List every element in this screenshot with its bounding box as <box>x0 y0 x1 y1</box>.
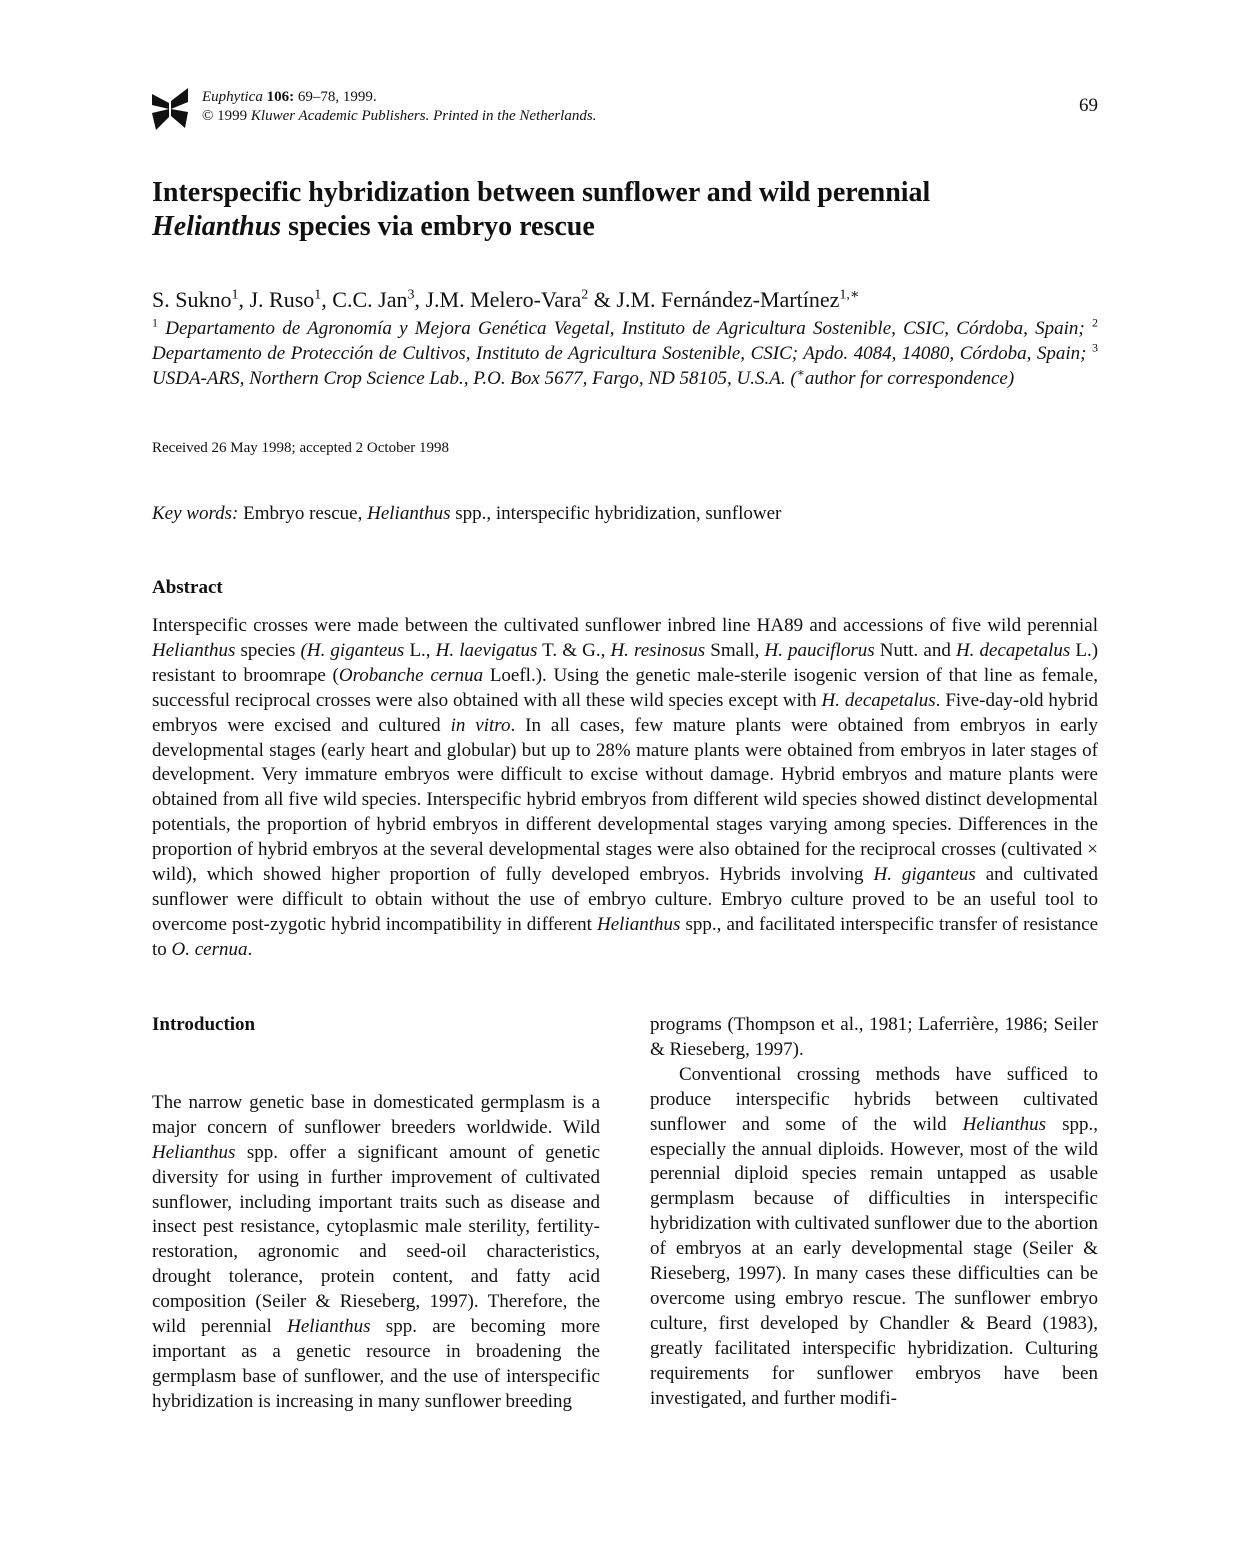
affiliation-1: Departamento de Agronomía y Mejora Genética Vegetal, Instituto de Agricultura Sostenible, CSIC, Córdoba, Spain; <box>165 318 1085 339</box>
author-name: J.M. Fernández-Martínez <box>616 287 840 312</box>
author-sep: , <box>414 287 426 312</box>
keywords <box>152 503 781 525</box>
abstract-text: spp., and facilitated interspecific transfer of resistance to <box>152 913 1099 960</box>
correspondence-star: ∗ <box>796 365 805 380</box>
abstract-body <box>152 614 1098 963</box>
abstract-text: L., <box>409 639 431 661</box>
species-name: Orobanche cernua <box>338 664 484 686</box>
species-name: Helianthus <box>596 913 681 935</box>
latin-term: in vitro <box>450 714 511 736</box>
journal-citation <box>202 88 596 126</box>
title-line-1: Interspecific hybridization between sunflower and wild perennial <box>152 177 931 208</box>
affil-sup: 1 <box>152 315 158 330</box>
journal-name: Euphytica <box>202 89 263 105</box>
species-name: Helianthus <box>152 1141 236 1163</box>
title-genus: Helianthus <box>152 211 282 242</box>
intro-text: 1981; <box>863 1014 913 1035</box>
paper-title <box>152 176 1098 244</box>
intro-text: Conventional crossing methods have sufficed to produce interspecific hybrids between cultivated sunflower and some of the wild <box>650 1063 1098 1135</box>
affiliation-3: USDA-ARS, Northern Crop Science Lab., P.O. Box 5677, Fargo, ND 58105, U.S.A. ( <box>152 368 797 389</box>
author-sep: , <box>238 287 250 312</box>
affiliation-2: Departamento de Protección de Cultivos, Instituto de Agricultura Sostenible, CSIC; Apdo. 4084, 14080, Córdoba, Spain; <box>152 343 1087 364</box>
species-name: H. resinosus <box>610 639 706 661</box>
publisher-name: Kluwer Academic Publishers. <box>250 108 430 124</box>
author-name: C.C. Jan <box>332 287 408 312</box>
abstract-text: . <box>247 938 253 960</box>
species-name: H. giganteus <box>873 864 976 886</box>
author-sep: & <box>588 287 617 312</box>
intro-text: et <box>815 1014 835 1035</box>
affil-sup: 2 <box>1092 315 1099 330</box>
intro-text: The narrow genetic base in domesticated germplasm is a major concern of sunflower breeders worldwide. Wild <box>152 1091 600 1138</box>
intro-text: 1997). <box>749 1038 804 1060</box>
species-name: Helianthus <box>962 1113 1047 1135</box>
introduction-heading: Introduction <box>152 1014 256 1035</box>
affil-sup: 3 <box>1092 340 1098 355</box>
intro-text: programs <box>650 1014 722 1035</box>
author-list <box>152 286 859 314</box>
author-name: J.M. Melero-Vara <box>425 287 582 312</box>
intro-text: al., <box>834 1014 864 1035</box>
intro-text: Rieseberg, <box>664 1038 750 1060</box>
species-name: Helianthus <box>152 639 236 661</box>
abstract-text: . In all cases, few mature plants were obtained from embryos in early developmental stages (early heart and globular) but up to 28% mature plants were obtained from embryos in later stages of development. Very immature embryos were difficult to excise without damage. Hybrid embryos and mature plants were obtained from all five wild species. Interspecific hybrid embryos from different wild species showed distinct developmental potentials, the proportion of hybrid embryos in different developmental stages varying among species. Differences in the proportion of hybrid embryos at the several developmental stages were also obtained for the reciprocal crosses (cultivated × wild), which showed higher proportion of fully developed embryos. Hybrids involving <box>152 714 1098 886</box>
page-number: 69 <box>1079 95 1098 116</box>
author-affil-sup: 2 <box>581 287 589 303</box>
author-name: S. Sukno <box>152 287 232 312</box>
intro-text: & <box>650 1038 665 1060</box>
abstract-text: L.) resistant to broomrape ( <box>152 639 1099 686</box>
intro-text: 1986; <box>998 1014 1048 1035</box>
kluwer-logo-icon <box>152 88 188 130</box>
intro-text: spp., especially the annual diploids. However, most of the wild perennial diploid species remain untapped as usable germplasm because of difficulties in interspecific hybridization with cultivated sunflower due to the abortion of embryos at an early developmental stage (Seiler & Rieseberg, 1997). In many cases these difficulties can be overcome using embryo rescue. The sunflower embryo culture, first developed by Chandler & Beard (1983), greatly facilitated interspecific hybridization. Culturing requirements for sunflower embryos have been investigated, and further modifi- <box>650 1113 1099 1409</box>
paper-page <box>152 0 1098 1542</box>
intro-text: spp. offer a significant amount of genetic diversity for using in further improvement of cultivated sunflower, including important traits such as disease and insect pest resistance, cytoplasmic male sterility, fertility-restoration, agronomic and seed-oil characteristics, drought tolerance, protein content, and fatty acid composition (Seiler & Rieseberg, 1997). Therefore, the wild perennial <box>152 1141 600 1338</box>
species-name: Helianthus <box>287 1316 371 1338</box>
species-name: H. pauciflorus <box>764 639 875 661</box>
keywords-label: Key words: <box>152 503 239 524</box>
affiliations <box>152 316 1098 391</box>
correspondence-note: author for correspondence) <box>804 368 1015 389</box>
abstract-text: Loefl.). Using the genetic male-sterile isogenic version of that line as female, successful reciprocal crosses were also obtained with all these wild species except with <box>152 664 1098 711</box>
intro-text: spp. are becoming more important as a genetic resource in broadening the germplasm base of sunflower, and the use of interspecific hybridization is increasing in many sunflower breeding <box>152 1316 601 1412</box>
journal-header <box>152 88 1098 132</box>
author-affil-sup: 1 <box>314 287 322 303</box>
abstract-text: and cultivated sunflower were difficult to obtain without the use of embryo culture. Embryo culture proved to be an useful tool to overcome post-zygotic hybrid incompatibility in different <box>152 864 1099 935</box>
keyword-rest: spp., interspecific hybridization, sunflower <box>455 503 782 524</box>
intro-text: Laferrière, <box>912 1014 999 1035</box>
author-name: J. Ruso <box>249 287 315 312</box>
abstract-heading: Abstract <box>152 577 223 598</box>
abstract-text: Nutt. and <box>879 639 951 661</box>
intro-paragraph-1 <box>152 1091 600 1415</box>
intro-paragraph-2 <box>650 1063 1098 1412</box>
left-column <box>152 1013 600 1415</box>
abstract-text: . Five-day-old hybrid embryos were excised and cultured <box>152 689 1098 736</box>
species-name: O. cernua <box>171 938 248 960</box>
journal-pages-year: 69–78, 1999. <box>297 89 377 105</box>
journal-volume: 106: <box>266 89 295 105</box>
intro-paragraph-1-continued <box>650 1013 1098 1063</box>
abstract-text: Small, <box>710 639 760 661</box>
author-affil-sup: 3 <box>407 287 415 303</box>
intro-text: (Thompson <box>721 1014 816 1035</box>
species-name: H. laevigatus <box>435 639 538 661</box>
species-name: (H. giganteus <box>300 639 405 661</box>
copyright-year: © 1999 <box>202 108 248 124</box>
right-column <box>650 1013 1098 1412</box>
species-name: H. decapetalus <box>955 639 1071 661</box>
title-line-2: species via embryo rescue <box>288 211 595 242</box>
received-dates: Received 26 May 1998; accepted 2 October 1998 <box>152 440 449 456</box>
abstract-text: species <box>240 639 296 661</box>
keyword-1: Embryo rescue, <box>243 503 363 524</box>
abstract-text: Interspecific crosses were made between the cultivated sunflower inbred line HA89 and accessions of five wild perennial <box>152 615 1098 636</box>
printed-note: Printed in the Netherlands. <box>433 108 597 124</box>
author-sep: , <box>321 287 333 312</box>
intro-text: Seiler <box>1047 1014 1099 1035</box>
keyword-genus: Helianthus <box>367 503 451 524</box>
author-affil-sup: 1 <box>231 287 239 303</box>
species-name: H. decapetalus <box>821 689 936 711</box>
author-affil-sup: 1,∗ <box>839 287 860 303</box>
abstract-text: T. & G., <box>542 639 606 661</box>
